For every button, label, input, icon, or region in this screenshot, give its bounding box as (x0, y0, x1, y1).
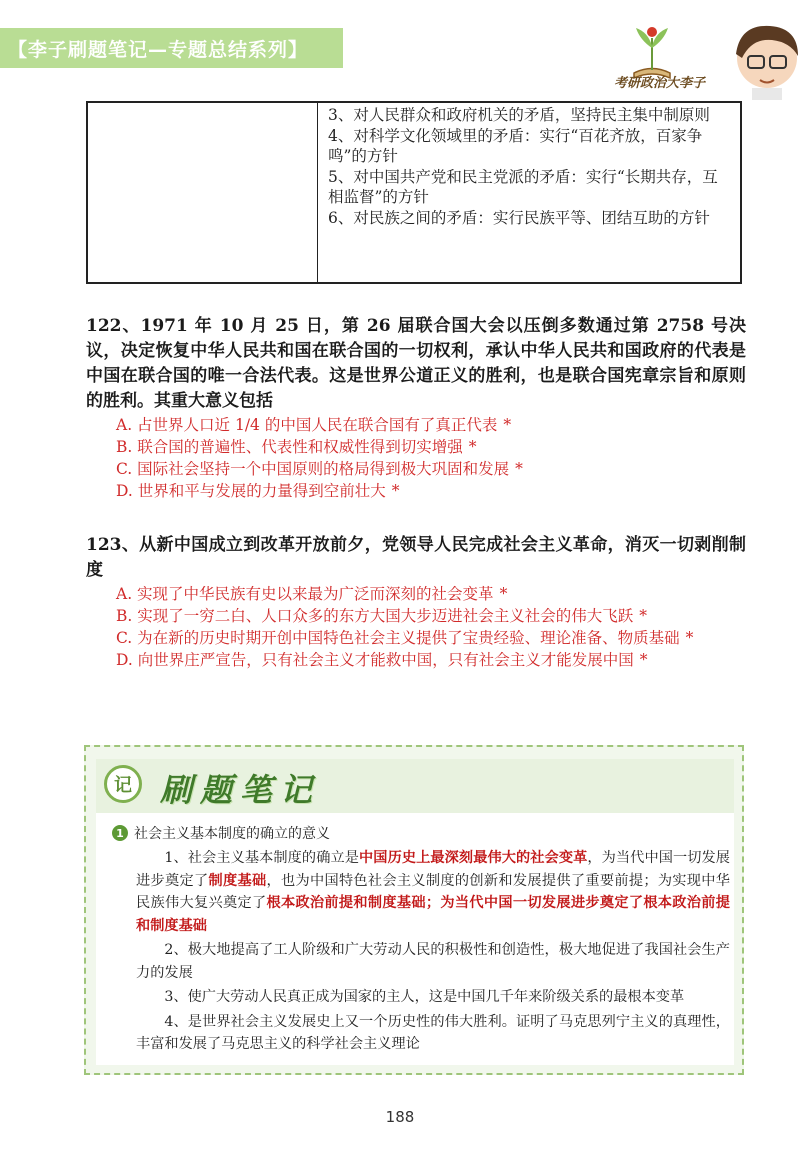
option-text: D. 向世界庄严宣告，只有社会主义才能救中国，只有社会主义才能发展中国 (116, 651, 634, 669)
series-title-tag (0, 28, 343, 68)
option-text: A. 实现了中华民族有史以来最为广泛而深刻的社会变革 (116, 585, 494, 603)
answer-mark: * (468, 438, 477, 456)
notes-panel (96, 759, 734, 1065)
table-item: 6、对民族之间的矛盾：实行民族平等、团结互助的方针 (328, 208, 710, 227)
notes-title: 刷题笔记 (160, 771, 321, 809)
question-122 (86, 314, 746, 502)
notes-banner (96, 759, 734, 813)
question-stem: 123、从新中国成立到改革开放前夕，党领导人民完成社会主义革命，消灭一切剥削制度 (86, 535, 746, 580)
heading-number-icon: 1 (112, 825, 128, 841)
answer-mark: * (503, 416, 512, 434)
option-text: B. 实现了一穷二白、人口众多的东方大国大步迈进社会主义社会的伟大飞跃 (116, 607, 634, 625)
study-notes-box (84, 745, 744, 1075)
answer-mark: * (685, 629, 694, 647)
text-run: ，为当代中国一切发展进步奠定了 (136, 850, 730, 889)
text-run: ，也为中国特色社会主义制度的创新和发展提供了重要前提；为实现中华民族伟大复兴奠定了 (136, 872, 730, 911)
note-paragraph-4: 4、是世界社会主义发展史上又一个历史性的伟大胜利。证明了马克思列宁主义的真理性，丰富和发展了马克思主义的科学社会主义理论 (136, 1013, 730, 1052)
option-text: D. 世界和平与发展的力量得到空前壮大 (116, 482, 386, 500)
answer-mark: * (515, 460, 523, 478)
option-text: C. 为在新的历史时期开创中国特色社会主义提供了宝贵经验、理论准备、物质基础 (116, 629, 680, 647)
page-number: 188 (385, 1108, 415, 1126)
note-paragraph-1 (136, 847, 730, 937)
option-b (86, 436, 746, 458)
answer-mark: * (639, 607, 647, 625)
heading-text: 社会主义基本制度的确立的意义 (134, 826, 330, 842)
table-item: 5、对中国共产党和民主党派的矛盾：实行“长期共存，互相监督”的方针 (328, 167, 718, 206)
highlight-text: 制度基础 (208, 872, 267, 889)
book-plant-icon (634, 27, 670, 78)
option-text: B. 联合国的普遍性、代表性和权威性得到切实增强 (116, 438, 463, 456)
note-paragraph-2: 2、极大地提高了工人阶级和广大劳动人民的积极性和创造性，极大地促进了我国社会生产力的发展 (136, 942, 730, 981)
question-stem: 122、1971 年 10 月 25 日，第 26 届联合国大会以压倒多数通过第 2758 号决议，决定恢复中华人民共和国在联合国的一切权利，承认中华人民共和国政府的代表是中国在联合国的唯一合法代表。这是世界公道正义的胜利，也是联合国宪章宗旨和原则的胜利。其重大意义包括 (86, 316, 746, 411)
contradiction-table (86, 101, 742, 284)
option-c (86, 458, 746, 480)
logo-caption: 考研政治大李子 (614, 76, 706, 91)
table-item: 3、对人民群众和政府机关的矛盾，坚持民主集中制原则 (328, 106, 710, 124)
notes-body (136, 847, 730, 1058)
option-b (86, 605, 746, 627)
answer-mark: * (499, 585, 508, 603)
option-text: A. 占世界人口近 1/4 的中国人民在联合国有了真正代表 (116, 416, 498, 434)
question-123 (86, 533, 746, 671)
option-d (86, 480, 746, 502)
answer-mark: * (639, 651, 648, 669)
answer-mark: * (391, 482, 400, 500)
text-run: 1、社会主义基本制度的确立是 (164, 850, 360, 866)
option-a (86, 583, 746, 605)
option-text: C. 国际社会坚持一个中国原则的格局得到极大巩固和发展 (116, 460, 510, 478)
option-a (86, 414, 746, 436)
option-d (86, 649, 746, 671)
highlight-text: 根本政治前提和制度基础；为当代中国一切发展进步奠定了根本政治前提和制度基础 (136, 895, 730, 934)
note-paragraph-3: 3、使广大劳动人民真正成为国家的主人，这是中国几千年来阶级关系的最根本变革 (164, 989, 685, 1005)
table-item: 4、对科学文化领域里的矛盾：实行“百花齐放，百家争鸣”的方针 (328, 126, 703, 165)
table-cell-right (318, 103, 740, 282)
series-title: 【李子刷题笔记—专题总结系列】 (8, 38, 309, 61)
highlight-text: 中国历史上最深刻最伟大的社会变革 (359, 850, 588, 866)
option-c (86, 627, 746, 649)
notes-heading (112, 823, 330, 843)
table-cell-left (88, 103, 318, 282)
notes-badge-icon (104, 765, 142, 803)
avatar-illustration (736, 26, 798, 100)
notes-badge-text: 记 (114, 775, 132, 796)
